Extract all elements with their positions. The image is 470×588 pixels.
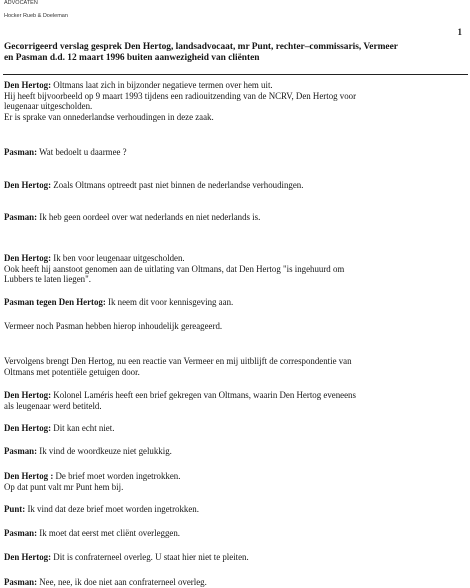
entry-line bbox=[4, 577, 466, 588]
speaker-label: Pasman: bbox=[4, 528, 38, 538]
entry-line bbox=[4, 471, 466, 482]
entry-line: Oltmans met potentiële getuigen door. bbox=[4, 366, 140, 377]
speaker-label: Pasman: bbox=[4, 577, 38, 587]
speaker-label: Punt: bbox=[4, 504, 26, 514]
entry-text: Ik neem dit voor kennisgeving aan. bbox=[105, 297, 234, 307]
transcript-entry bbox=[4, 446, 466, 457]
transcript-entry bbox=[4, 356, 466, 377]
entry-line bbox=[4, 147, 466, 158]
transcript-entry bbox=[4, 80, 466, 122]
entry-text: Ik vind dat deze brief moet worden ingetrokken. bbox=[25, 504, 199, 514]
title-divider bbox=[3, 74, 468, 75]
entry-line: Hij heeft bijvoorbeeld op 9 maart 1993 tijdens een radiouitzending van de NCRV, Den Hertog voor bbox=[4, 90, 357, 101]
entry-line: Lubbers te laten liegen". bbox=[4, 274, 91, 284]
speaker-label: Pasman tegen Den Hertog: bbox=[4, 297, 106, 307]
transcript-entry bbox=[4, 528, 466, 539]
entry-line: als leugenaar werd betiteld. bbox=[4, 400, 102, 411]
transcript-entry bbox=[4, 423, 466, 434]
entry-text: Ik ben voor leugenaar uitgescholden. bbox=[51, 253, 185, 263]
entry-line bbox=[4, 528, 466, 539]
speaker-label: Den Hertog: bbox=[4, 552, 52, 562]
entry-text: Ik heb geen oordeel over wat nederlands en niet nederlands is. bbox=[37, 212, 261, 222]
document-title bbox=[4, 42, 466, 64]
entry-line: Vermeer noch Pasman hebben hierop inhoudelijk gereageerd. bbox=[4, 321, 223, 331]
speaker-label: Pasman: bbox=[4, 147, 38, 157]
entry-text: Kolonel Laméris heeft een brief gekregen van Oltmans, waarin Den Hertog eveneens bbox=[51, 390, 356, 400]
entry-text: Wat bedoelt u daarmee ? bbox=[37, 147, 127, 157]
entry-line: Op dat punt valt mr Punt hem bij. bbox=[4, 481, 124, 492]
firm-heading: ADVOCATEN bbox=[4, 0, 38, 6]
title-line: Gecorrigeerd verslag gesprek Den Hertog, landsadvocaat, mr Punt, rechter–commissaris, Vermeer bbox=[4, 42, 398, 52]
speaker-label: Den Hertog: bbox=[4, 390, 52, 400]
transcript-entry bbox=[4, 504, 466, 515]
entry-text: Oltmans laat zich in bijzonder negatieve termen over hem uit. bbox=[51, 80, 273, 90]
transcript-entry bbox=[4, 577, 466, 588]
entry-line bbox=[4, 504, 466, 515]
firm-name: Hocker Rueb & Doeleman bbox=[4, 13, 68, 19]
entry-line bbox=[4, 212, 466, 223]
transcript-entry bbox=[4, 147, 466, 158]
title-line: en Pasman d.d. 12 maart 1996 buiten aanwezigheid van cliënten bbox=[4, 53, 260, 63]
entry-line: Vervolgens brengt Den Hertog, nu een reactie van Vermeer en mij uitblijft de correspondentie van bbox=[4, 356, 352, 366]
speaker-label: Pasman: bbox=[4, 446, 38, 456]
entry-line bbox=[4, 297, 466, 308]
entry-line: Ook heeft hij aanstoot genomen aan de uitlating van Oltmans, dat Den Hertog "is ingehuurd om bbox=[4, 263, 345, 274]
speaker-label: Pasman: bbox=[4, 212, 38, 222]
entry-line bbox=[4, 552, 466, 563]
entry-line bbox=[4, 253, 466, 264]
entry-text: Ik vind de woordkeuze niet gelukkig. bbox=[37, 446, 172, 456]
entry-line: Er is sprake van onnederlandse verhoudingen in deze zaak. bbox=[4, 111, 214, 122]
entry-line bbox=[4, 423, 466, 434]
speaker-label: Den Hertog: bbox=[4, 180, 52, 190]
transcript-entry bbox=[4, 297, 466, 308]
transcript-entry bbox=[4, 471, 466, 492]
page-number: 1 bbox=[457, 27, 462, 37]
transcript-entry bbox=[4, 321, 466, 332]
entry-text: Zoals Oltmans optreedt past niet binnen de nederlandse verhoudingen. bbox=[51, 180, 304, 190]
entry-line bbox=[4, 180, 466, 191]
speaker-label: Den Hertog: bbox=[4, 80, 52, 90]
entry-text: Nee, nee, ik doe niet aan confraterneel overleg. bbox=[37, 577, 207, 587]
speaker-label: Den Hertog: bbox=[4, 423, 52, 433]
transcript-entry bbox=[4, 212, 466, 223]
entry-text: Ik moet dat eerst met cliënt overleggen. bbox=[37, 528, 180, 538]
transcript-entry bbox=[4, 390, 466, 411]
speaker-label: Den Hertog : bbox=[4, 471, 54, 481]
transcript-entry bbox=[4, 253, 466, 285]
transcript-entry bbox=[4, 180, 466, 191]
entry-text: De brief moet worden ingetrokken. bbox=[53, 471, 181, 481]
entry-line bbox=[4, 446, 466, 457]
entry-text: Dit kan echt niet. bbox=[51, 423, 115, 433]
entry-line bbox=[4, 390, 466, 401]
entry-line: leugenaar uitgescholden. bbox=[4, 101, 93, 111]
speaker-label: Den Hertog: bbox=[4, 253, 52, 263]
transcript-entry bbox=[4, 552, 466, 563]
entry-text: Dit is confraterneel overleg. U staat hier niet te pleiten. bbox=[51, 552, 249, 562]
entry-line bbox=[4, 80, 466, 91]
